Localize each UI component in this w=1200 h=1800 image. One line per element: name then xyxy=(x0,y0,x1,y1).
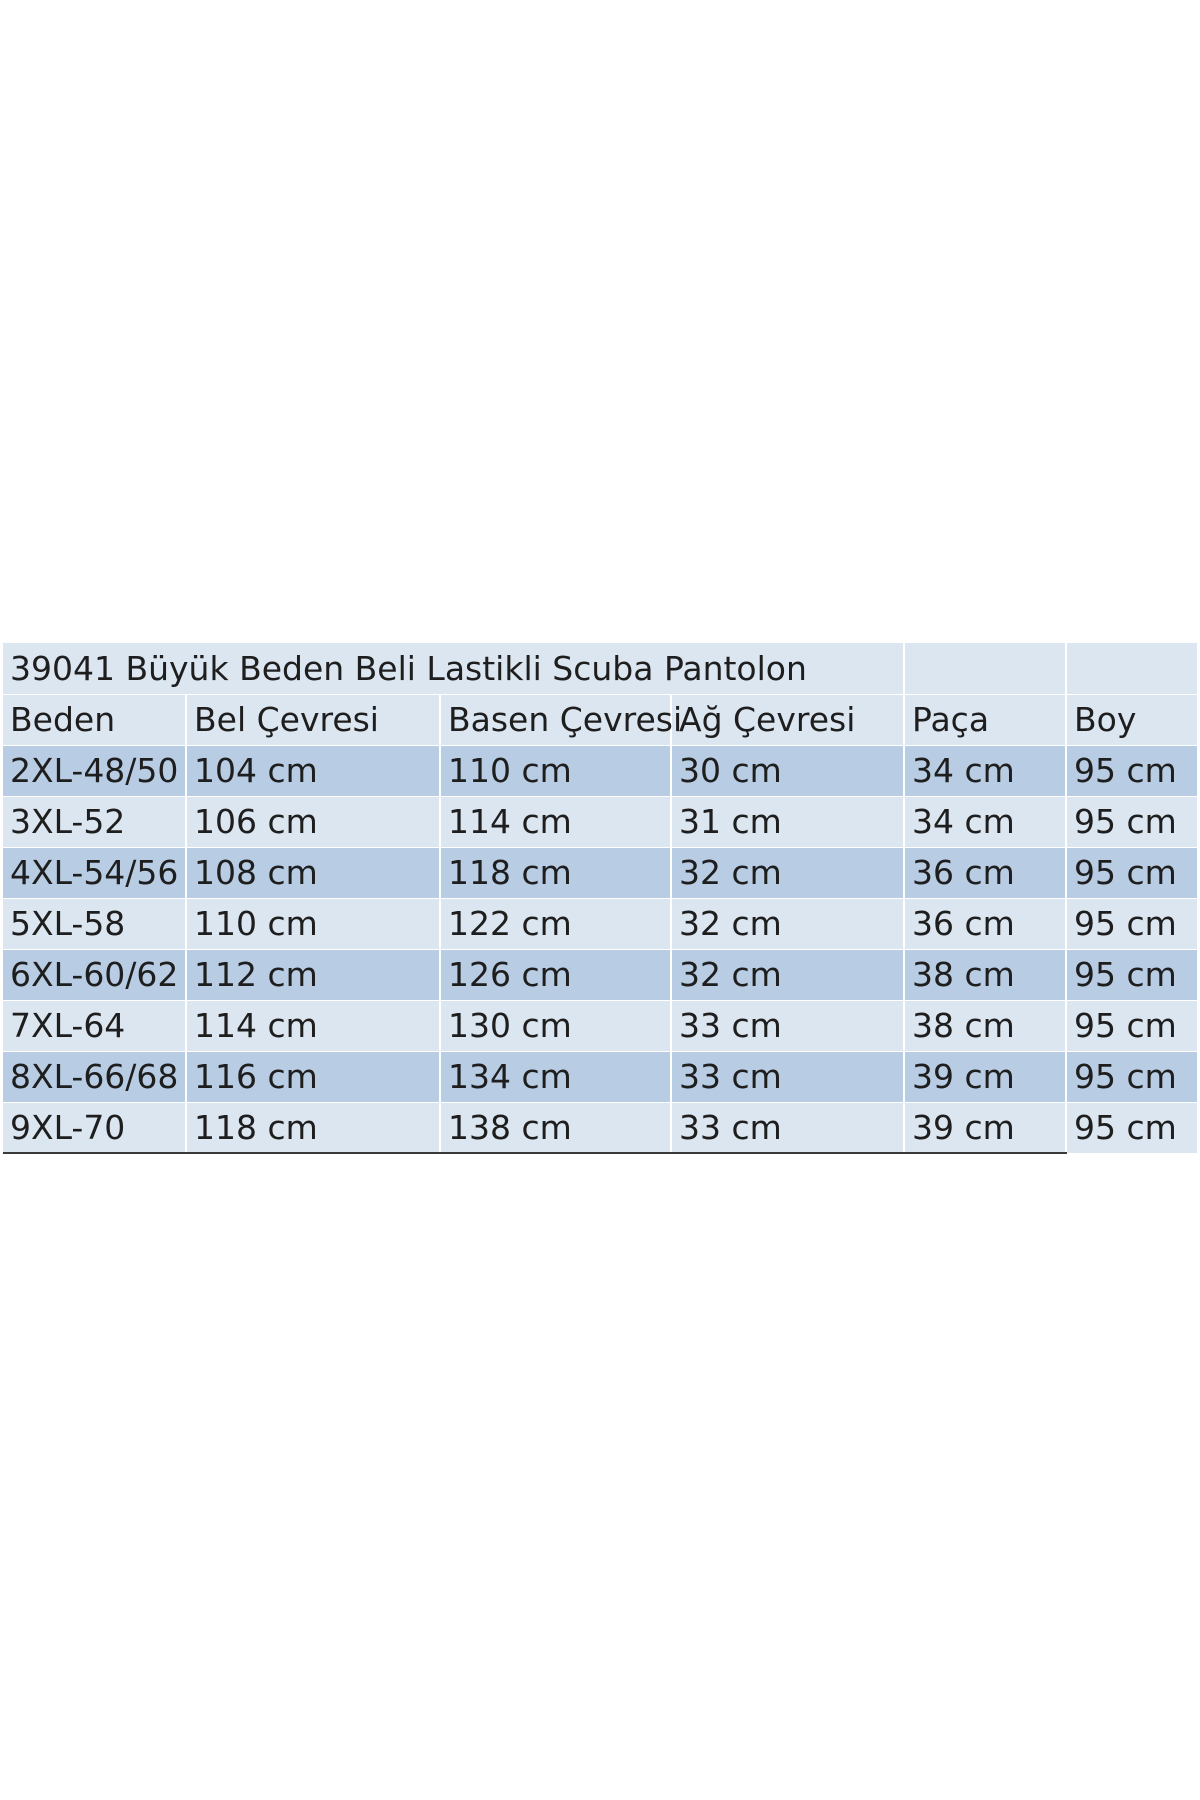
cell-ag: 32 cm xyxy=(671,847,904,898)
cell-size: 7XL-64 xyxy=(3,1000,186,1051)
cell-boy: 95 cm xyxy=(1066,1102,1197,1153)
cell-bel: 118 cm xyxy=(186,1102,440,1153)
cell-size: 6XL-60/62 xyxy=(3,949,186,1000)
cell-paca: 38 cm xyxy=(904,949,1066,1000)
table-row xyxy=(3,1051,1197,1102)
header-cell-beden: Beden xyxy=(3,694,186,745)
header-cell-bel-cevresi: Bel Çevresi xyxy=(186,694,440,745)
cell-size: 5XL-58 xyxy=(3,898,186,949)
table-row xyxy=(3,898,1197,949)
cell-paca: 39 cm xyxy=(904,1102,1066,1153)
cell-boy: 95 cm xyxy=(1066,1000,1197,1051)
cell-ag: 32 cm xyxy=(671,949,904,1000)
cell-basen: 130 cm xyxy=(440,1000,671,1051)
header-cell-basen-cevresi: Basen Çevresi xyxy=(440,694,671,745)
cell-boy: 95 cm xyxy=(1066,1051,1197,1102)
cell-basen: 134 cm xyxy=(440,1051,671,1102)
cell-basen: 138 cm xyxy=(440,1102,671,1153)
cell-boy: 95 cm xyxy=(1066,745,1197,796)
cell-size: 4XL-54/56 xyxy=(3,847,186,898)
header-cell-boy: Boy xyxy=(1066,694,1197,745)
cell-bel: 106 cm xyxy=(186,796,440,847)
cell-paca: 34 cm xyxy=(904,745,1066,796)
cell-ag: 31 cm xyxy=(671,796,904,847)
cell-paca: 34 cm xyxy=(904,796,1066,847)
table-row xyxy=(3,1000,1197,1051)
cell-paca: 38 cm xyxy=(904,1000,1066,1051)
cell-size: 8XL-66/68 xyxy=(3,1051,186,1102)
cell-basen: 118 cm xyxy=(440,847,671,898)
table-row xyxy=(3,1102,1197,1153)
table-row xyxy=(3,796,1197,847)
cell-boy: 95 cm xyxy=(1066,847,1197,898)
cell-paca: 39 cm xyxy=(904,1051,1066,1102)
cell-basen: 114 cm xyxy=(440,796,671,847)
cell-boy: 95 cm xyxy=(1066,949,1197,1000)
cell-bel: 108 cm xyxy=(186,847,440,898)
cell-size: 2XL-48/50 xyxy=(3,745,186,796)
cell-paca: 36 cm xyxy=(904,898,1066,949)
cell-ag: 33 cm xyxy=(671,1102,904,1153)
cell-size: 9XL-70 xyxy=(3,1102,186,1153)
cell-basen: 126 cm xyxy=(440,949,671,1000)
table-row xyxy=(3,745,1197,796)
cell-bel: 114 cm xyxy=(186,1000,440,1051)
header-cell-paca: Paça xyxy=(904,694,1066,745)
cell-boy: 95 cm xyxy=(1066,796,1197,847)
header-row xyxy=(3,694,1197,745)
table-row xyxy=(3,949,1197,1000)
size-chart-table xyxy=(3,643,1197,1154)
cell-paca: 36 cm xyxy=(904,847,1066,898)
table-row xyxy=(3,847,1197,898)
title-row-empty-cell xyxy=(1066,643,1197,694)
cell-boy: 95 cm xyxy=(1066,898,1197,949)
cell-basen: 122 cm xyxy=(440,898,671,949)
cell-ag: 32 cm xyxy=(671,898,904,949)
header-cell-ag-cevresi: Ağ Çevresi xyxy=(671,694,904,745)
table-title: 39041 Büyük Beden Beli Lastikli Scuba Pantolon xyxy=(3,643,904,694)
cell-bel: 104 cm xyxy=(186,745,440,796)
cell-bel: 112 cm xyxy=(186,949,440,1000)
cell-ag: 33 cm xyxy=(671,1051,904,1102)
cell-ag: 30 cm xyxy=(671,745,904,796)
title-row xyxy=(3,643,1197,694)
cell-size: 3XL-52 xyxy=(3,796,186,847)
cell-basen: 110 cm xyxy=(440,745,671,796)
title-row-empty-cell xyxy=(904,643,1066,694)
cell-bel: 110 cm xyxy=(186,898,440,949)
cell-bel: 116 cm xyxy=(186,1051,440,1102)
cell-ag: 33 cm xyxy=(671,1000,904,1051)
